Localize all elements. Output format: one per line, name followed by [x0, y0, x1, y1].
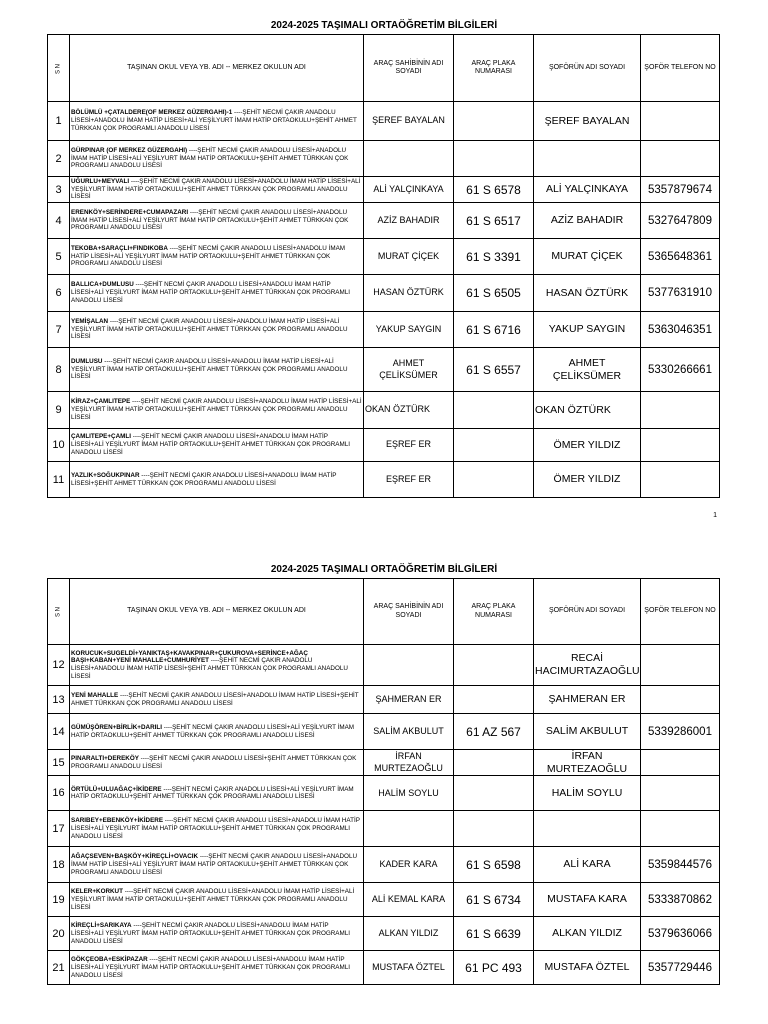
route-schools: ----ŞEHİT NECMİ ÇAKIR ANADOLU LİSESİ+ŞEHİT AHMET TÜRKKAN ÇOK PROGRAMLI ANADOLU LİSESİ	[71, 754, 357, 770]
header-route: TAŞINAN OKUL VEYA YB. ADI -- MERKEZ OKULUN ADI	[70, 35, 364, 102]
header-owner: ARAÇ SAHİBİNİN ADI SOYADI	[364, 35, 454, 102]
driver-phone: 5357879674	[641, 177, 720, 203]
table-row	[48, 847, 720, 883]
route-villages: ÇAMLITEPE+ÇAMLI	[71, 433, 131, 441]
plate-number: 61 PC 493	[454, 951, 534, 985]
vehicle-owner: ŞEREF BAYALAN	[364, 102, 454, 141]
route-villages: YEMİŞALAN	[71, 317, 109, 325]
driver-name: OKAN ÖZTÜRK	[534, 392, 641, 429]
driver-phone: 5363046351	[641, 312, 720, 348]
route-schools: ----ŞEHİT NECMİ ÇAKIR ANADOLU LİSESİ+ANADOLU İMAM HATİP LİSESİ+ALİ YEŞİLYURT İMAM HATİP ORTAOKULU+ŞEHİT AHMET TÜRKKAN ÇOK PROGRAMLI ANADOLU LİSESİ	[71, 888, 355, 911]
driver-phone	[641, 750, 720, 776]
route-cell	[70, 141, 364, 177]
route-villages: KORUCUK+SUGELDİ+YANIKTAŞ+KAVAKPINAR+ÇUKUROVA+SERİNCE+AĞAÇ BAŞI+KABAN+YENİ MAHALLE+CUMHURİYET	[71, 649, 308, 665]
table-row	[48, 102, 720, 141]
route-villages: DUMLUSU	[71, 357, 103, 365]
route-cell	[70, 847, 364, 883]
route-schools: ----ŞEHİT NECMİ ÇAKIR ANADOLU LİSESİ+ANADOLU İMAM HATİP LİSESİ+ALİ YEŞİLYURT İMAM HATİP ORTAOKULU+ŞEHİT AHMET TÜRKKAN ÇOK PROGRAMLI ANADOLU LİSESİ	[71, 146, 349, 170]
row-number: 15	[48, 750, 70, 776]
route-villages: KELER+KORKUT	[71, 888, 123, 896]
driver-name: YAKUP SAYGIN	[534, 312, 641, 348]
table-row	[48, 312, 720, 348]
row-number: 13	[48, 686, 70, 714]
route-cell	[70, 102, 364, 141]
route-cell	[70, 429, 364, 462]
row-number: 19	[48, 883, 70, 917]
route-schools: ----ŞEHİT NECMİ ÇAKIR ANADOLU LİSESİ+ANADOLU İMAM HATİP LİSESİ+ALİ YEŞİLYURT İMAM HATİP ORTAOKULU+ŞEHİT AHMET TÜRKKAN ÇOK PROGRAMLI ANADOLU LİSESİ	[71, 317, 348, 341]
vehicle-owner: MUSTAFA ÖZTEL	[364, 951, 454, 985]
row-number: 7	[48, 312, 70, 348]
driver-name: ŞAHMERAN ER	[534, 686, 641, 714]
vehicle-owner: MURAT ÇİÇEK	[364, 239, 454, 275]
plate-number	[454, 686, 534, 714]
vehicle-owner: OKAN ÖZTÜRK	[364, 392, 454, 429]
vehicle-owner	[364, 645, 454, 686]
row-number: 1	[48, 102, 70, 141]
table-row	[48, 275, 720, 312]
route-cell	[70, 883, 364, 917]
row-number: 3	[48, 177, 70, 203]
route-cell	[70, 645, 364, 686]
header-owner: ARAÇ SAHİBİNİN ADI SOYADI	[364, 579, 454, 645]
route-schools: ----ŞEHİT NECMİ ÇAKIR ANADOLU LİSESİ+ANADOLU İMAM HATİP LİSESİ+ALİ YEŞİLYURT İMAM HATİP ORTAOKULU+ŞEHİT AHMET TÜRKKAN ÇOK PROGRAMLI ANADOLU LİSESİ	[71, 817, 360, 840]
route-schools: ----ŞEHİT NECMİ ÇAKIR ANADOLU LİSESİ+ANADOLU İMAM HATİP LİSESİ+ŞEHİT AHMET TÜRKKAN ÇOK PROGRAMLI ANADOLU LİSESİ	[71, 657, 348, 680]
vehicle-owner: YAKUP SAYGIN	[364, 312, 454, 348]
header-route: TAŞINAN OKUL VEYA YB. ADI -- MERKEZ OKULUN ADI	[70, 579, 364, 645]
driver-name: AZİZ BAHADIR	[534, 203, 641, 239]
route-villages: GÖKÇEOBA+ESKİPAZAR	[71, 956, 148, 964]
driver-name	[534, 141, 641, 177]
plate-number	[454, 392, 534, 429]
driver-phone	[641, 102, 720, 141]
table-row	[48, 951, 720, 985]
driver-phone	[641, 462, 720, 498]
vehicle-owner: İRFAN MURTEZAOĞLU	[364, 750, 454, 776]
row-number: 6	[48, 275, 70, 312]
driver-phone	[641, 141, 720, 177]
driver-name: HALİM SOYLU	[534, 776, 641, 811]
route-cell	[70, 177, 364, 203]
driver-name: ÖMER YILDIZ	[534, 429, 641, 462]
route-cell	[70, 348, 364, 392]
route-schools: ----ŞEHİT NECMİ ÇAKIR ANADOLU LİSESİ+ANADOLU İMAM HATİP LİSESİ+ALİ YEŞİLYURT İMAM HATİP ORTAOKULU+ŞEHİT AHMET TÜRKKAN ÇOK PROGRAMLI ANADOLU LİSESİ	[71, 109, 357, 132]
row-number: 9	[48, 392, 70, 429]
row-number: 12	[48, 645, 70, 686]
plate-number	[454, 462, 534, 498]
vehicle-owner	[364, 811, 454, 847]
row-number: 11	[48, 462, 70, 498]
plate-number: 61 S 6598	[454, 847, 534, 883]
route-villages: YAZLIK+SOĞUKPINAR	[71, 471, 140, 479]
page-title: 2024-2025 TAŞIMALI ORTAÖĞRETİM BİLGİLERİ	[270, 20, 498, 31]
vehicle-owner: EŞREF ER	[364, 462, 454, 498]
header-plate: ARAÇ PLAKA NUMARASI	[454, 35, 534, 102]
driver-name: İRFAN MURTEZAOĞLU	[534, 750, 641, 776]
vehicle-owner: ALİ YALÇINKAYA	[364, 177, 454, 203]
table-row	[48, 239, 720, 275]
plate-number: 61 S 6734	[454, 883, 534, 917]
driver-name: ŞEREF BAYALAN	[534, 102, 641, 141]
row-number: 4	[48, 203, 70, 239]
table-row	[48, 686, 720, 714]
table-row	[48, 348, 720, 392]
header-phone: ŞOFÖR TELEFON NO	[641, 35, 720, 102]
driver-phone	[641, 686, 720, 714]
route-schools: ----ŞEHİT NECMİ ÇAKIR ANADOLU LİSESİ+ANADOLU İMAM HATİP LİSESİ+ALİ YEŞİLYURT İMAM HATİP ORTAOKULU+ŞEHİT AHMET TÜRKKAN ÇOK PROGRAMLI ANADOLU LİSESİ	[71, 922, 351, 945]
header-sn: S N	[48, 579, 70, 645]
header-driver: ŞOFÖRÜN ADI SOYADI	[534, 579, 641, 645]
vehicle-owner: AHMET ÇELİKSÜMER	[364, 348, 454, 392]
vehicle-owner: HASAN ÖZTÜRK	[364, 275, 454, 312]
row-number: 16	[48, 776, 70, 811]
route-schools: ----ŞEHİT NECMİ ÇAKIR ANADOLU LİSESİ+ANADOLU İMAM HATİP LİSESİ+ŞEHİT AHMET TÜRKKAN ÇOK PROGRAMLI ANADOLU LİSESİ	[71, 471, 337, 487]
vehicle-owner: KADER KARA	[364, 847, 454, 883]
driver-phone	[641, 429, 720, 462]
row-number: 17	[48, 811, 70, 847]
route-villages: ERENKÖY+SERİNDERE+CUMAPAZARI	[71, 208, 189, 216]
route-villages: UĞURLU+MEYVALI	[71, 177, 130, 185]
row-number: 10	[48, 429, 70, 462]
route-schools: ----ŞEHİT NECMİ ÇAKIR ANADOLU LİSESİ+ANADOLU İMAM HATİP LİSESİ+ALİ YEŞİLYURT İMAM HATİP ORTAOKULU+ŞEHİT AHMET TÜRKKAN ÇOK PROGRAMLI ANADOLU LİSESİ	[71, 208, 349, 232]
route-villages: BÖLÜMLÜ +ÇATALDERE(OF MERKEZ GÜZERGAHI)-1	[71, 109, 233, 117]
route-schools: ----ŞEHİT NECMİ ÇAKIR ANADOLU LİSESİ+ANADOLU İMAM HATİP LİSESİ+ALİ YEŞİLYURT İMAM HATİP ORTAOKULU+ŞEHİT AHMET TÜRKKAN ÇOK PROGRAMLI ANADOLU LİSESİ	[71, 177, 361, 201]
route-villages: KİREÇLİ+SARIKAYA	[71, 922, 132, 930]
table-row	[48, 429, 720, 462]
route-schools: ----ŞEHİT NECMİ ÇAKIR ANADOLU LİSESİ+ANADOLU İMAM HATİP LİSESİ+ALİ YEŞİLYURT İMAM HATİP ORTAOKULU+ŞEHİT AHMET TÜRKKAN ÇOK PROGRAMLI ANADOLU LİSESİ	[71, 433, 351, 456]
table-row	[48, 177, 720, 203]
plate-number: 61 S 6578	[454, 177, 534, 203]
route-villages: AĞAÇSEVEN+BAŞKÖY+KİREÇLİ+OVACIK	[71, 853, 199, 861]
driver-phone: 5377631910	[641, 275, 720, 312]
table-row	[48, 141, 720, 177]
vehicle-owner	[364, 141, 454, 177]
route-schools: ----ŞEHİT NECMİ ÇAKIR ANADOLU LİSESİ+ALİ YEŞİLYURT İMAM HATİP ORTAOKULU+ŞEHİT AHMET TÜRKKAN ÇOK PROGRAMLI ANADOLU LİSESİ	[71, 785, 354, 801]
driver-name: RECAİ HACIMURTAZAOĞLU	[534, 645, 641, 686]
table-row	[48, 714, 720, 750]
route-cell	[70, 686, 364, 714]
table-row	[48, 392, 720, 429]
plate-number: 61 S 6557	[454, 348, 534, 392]
driver-phone: 5330266661	[641, 348, 720, 392]
vehicle-owner: ŞAHMERAN ER	[364, 686, 454, 714]
route-villages: PINARALTI+DEREKÖY	[71, 754, 139, 762]
route-cell	[70, 275, 364, 312]
header-phone: ŞOFÖR TELEFON NO	[641, 579, 720, 645]
row-number: 14	[48, 714, 70, 750]
plate-number	[454, 102, 534, 141]
plate-number: 61 S 6639	[454, 917, 534, 951]
transport-table	[47, 578, 720, 985]
vehicle-owner: AZİZ BAHADIR	[364, 203, 454, 239]
driver-phone	[641, 776, 720, 811]
route-cell	[70, 203, 364, 239]
driver-name: HASAN ÖZTÜRK	[534, 275, 641, 312]
driver-name: ÖMER YILDIZ	[534, 462, 641, 498]
page-number: 1	[713, 512, 717, 519]
plate-number	[454, 776, 534, 811]
route-cell	[70, 750, 364, 776]
transport-table	[47, 34, 720, 498]
driver-name	[534, 811, 641, 847]
route-villages: ÖRTÜLÜ+ULUAĞAÇ+İKİDERE	[71, 785, 162, 793]
driver-name: SALİM AKBULUT	[534, 714, 641, 750]
driver-name: ALKAN YILDIZ	[534, 917, 641, 951]
driver-phone: 5379636066	[641, 917, 720, 951]
driver-phone	[641, 811, 720, 847]
plate-number: 61 S 6505	[454, 275, 534, 312]
driver-phone: 5333870862	[641, 883, 720, 917]
route-schools: ----ŞEHİT NECMİ ÇAKIR ANADOLU LİSESİ+ANADOLU İMAM HATİP LİSESİ+ALİ YEŞİLYURT İMAM HATİP ORTAOKULU+ŞEHİT AHMET TÜRKKAN ÇOK PROGRAMLI ANADOLU LİSESİ	[71, 357, 348, 381]
driver-name: MUSTAFA ÖZTEL	[534, 951, 641, 985]
driver-name: MURAT ÇİÇEK	[534, 239, 641, 275]
route-cell	[70, 312, 364, 348]
route-cell	[70, 714, 364, 750]
route-cell	[70, 239, 364, 275]
header-driver: ŞOFÖRÜN ADI SOYADI	[534, 35, 641, 102]
route-cell	[70, 811, 364, 847]
route-cell	[70, 392, 364, 429]
route-villages: TEKOBA+SARAÇLI+FINDIKOBA	[71, 244, 168, 252]
plate-number	[454, 645, 534, 686]
table-row	[48, 750, 720, 776]
route-schools: ----ŞEHİT NECMİ ÇAKIR ANADOLU LİSESİ+ALİ YEŞİLYURT İMAM HATİP ORTAOKULU+ŞEHİT AHMET TÜRKKAN ÇOK PROGRAMLI ANADOLU LİSESİ	[71, 723, 355, 739]
driver-phone	[641, 392, 720, 429]
route-cell	[70, 917, 364, 951]
vehicle-owner: ALİ KEMAL KARA	[364, 883, 454, 917]
route-villages: YENİ MAHALLE	[71, 691, 119, 699]
plate-number: 61 AZ 567	[454, 714, 534, 750]
plate-number: 61 S 6517	[454, 203, 534, 239]
vehicle-owner: ALKAN YILDIZ	[364, 917, 454, 951]
driver-name: ALİ KARA	[534, 847, 641, 883]
vehicle-owner: EŞREF ER	[364, 429, 454, 462]
route-schools: ----ŞEHİT NECMİ ÇAKIR ANADOLU LİSESİ+ANADOLU İMAM HATİP LİSESİ+ALİ YEŞİLYURT İMAM HATİP ORTAOKULU+ŞEHİT AHMET TÜRKKAN ÇOK PROGRAMLI ANADOLU LİSESİ	[71, 853, 357, 876]
driver-phone: 5365648361	[641, 239, 720, 275]
driver-phone: 5327647809	[641, 203, 720, 239]
route-schools: ----ŞEHİT NECMİ ÇAKIR ANADOLU LİSESİ+ANADOLU İMAM HATİP LİSESİ+ŞEHİT AHMET TÜRKKAN ÇOK PROGRAMLI ANADOLU LİSESİ	[71, 691, 359, 707]
route-cell	[70, 462, 364, 498]
route-schools: ----ŞEHİT NECMİ ÇAKIR ANADOLU LİSESİ+ANADOLU İMAM HATİP LİSESİ+ALİ YEŞİLYURT İMAM HATİP ORTAOKULU+ŞEHİT AHMET TÜRKKAN ÇOK PROGRAMLI ANADOLU LİSESİ	[71, 398, 362, 421]
route-villages: BALLICA+DUMLUSU	[71, 281, 134, 289]
route-villages: GÜRPINAR (OF MERKEZ GÜZERGAHI)	[71, 146, 188, 154]
page-title: 2024-2025 TAŞIMALI ORTAÖĞRETİM BİLGİLERİ	[270, 564, 498, 575]
table-row	[48, 917, 720, 951]
route-villages: SARIBEY+EBENKÖY+İKİDERE	[71, 817, 164, 825]
row-number: 20	[48, 917, 70, 951]
table-row	[48, 776, 720, 811]
table-row	[48, 645, 720, 686]
driver-name: MUSTAFA KARA	[534, 883, 641, 917]
table-row	[48, 883, 720, 917]
row-number: 21	[48, 951, 70, 985]
plate-number	[454, 429, 534, 462]
table-row	[48, 811, 720, 847]
driver-phone: 5339286001	[641, 714, 720, 750]
route-schools: ----ŞEHİT NECMİ ÇAKIR ANADOLU LİSESİ+ANADOLU İMAM HATİP LİSESİ+ALİ YEŞİLYURT İMAM HATİP ORTAOKULU+ŞEHİT AHMET TÜRKKAN ÇOK PROGRAMLI ANADOLU LİSESİ	[71, 281, 351, 304]
driver-phone: 5359844576	[641, 847, 720, 883]
route-cell	[70, 776, 364, 811]
vehicle-owner: HALİM SOYLU	[364, 776, 454, 811]
table-row	[48, 462, 720, 498]
route-villages: KİRAZ+ÇAMLITEPE	[71, 398, 131, 406]
plate-number: 61 S 3391	[454, 239, 534, 275]
row-number: 8	[48, 348, 70, 392]
route-villages: GÜMÜŞÖREN+BİRLİK+DARILI	[71, 723, 162, 731]
plate-number: 61 S 6716	[454, 312, 534, 348]
row-number: 18	[48, 847, 70, 883]
route-schools: ----ŞEHİT NECMİ ÇAKIR ANADOLU LİSESİ+ANADOLU İMAM HATİP LİSESİ+ALİ YEŞİLYURT İMAM HATİP ORTAOKULU+ŞEHİT AHMET TÜRKKAN ÇOK PROGRAMLI ANADOLU LİSESİ	[71, 956, 351, 979]
driver-name: ALİ YALÇINKAYA	[534, 177, 641, 203]
header-sn: S N	[48, 35, 70, 102]
driver-name: AHMET ÇELİKSÜMER	[534, 348, 641, 392]
row-number: 5	[48, 239, 70, 275]
header-plate: ARAÇ PLAKA NUMARASI	[454, 579, 534, 645]
vehicle-owner: SALİM AKBULUT	[364, 714, 454, 750]
driver-phone	[641, 645, 720, 686]
table-row	[48, 203, 720, 239]
plate-number	[454, 811, 534, 847]
route-schools: ----ŞEHİT NECMİ ÇAKIR ANADOLU LİSESİ+ANADOLU İMAM HATİP LİSESİ+ALİ YEŞİLYURT İMAM HATİP ORTAOKULU+ŞEHİT AHMET TÜRKKAN ÇOK PROGRAMLI ANADOLU LİSESİ	[71, 244, 346, 268]
route-cell	[70, 951, 364, 985]
row-number: 2	[48, 141, 70, 177]
driver-phone: 5357729446	[641, 951, 720, 985]
plate-number	[454, 750, 534, 776]
plate-number	[454, 141, 534, 177]
